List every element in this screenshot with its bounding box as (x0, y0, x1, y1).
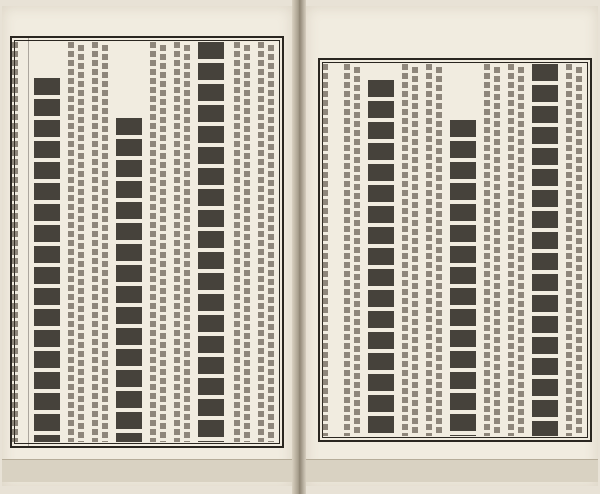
annotation-column (232, 42, 252, 442)
annotation-column (400, 64, 420, 436)
annotation-column (12, 42, 22, 442)
chapter-heading (116, 118, 142, 442)
chapter-heading (198, 42, 224, 442)
annotation-column (424, 64, 444, 436)
chapter-heading (532, 64, 558, 436)
annotation-column (90, 42, 110, 442)
chapter-heading (34, 78, 60, 442)
left-page-footer-strip (2, 459, 292, 482)
left-page-text-block (10, 36, 284, 448)
book-gutter (292, 0, 306, 494)
annotation-column (66, 42, 86, 442)
column-rule (28, 38, 29, 446)
left-page (2, 6, 292, 486)
annotation-column (172, 42, 192, 442)
annotation-column (148, 42, 168, 442)
annotation-column (256, 42, 276, 442)
chapter-heading (368, 80, 394, 436)
chapter-heading (450, 120, 476, 436)
right-page (306, 6, 598, 486)
annotation-column (342, 64, 362, 436)
annotation-column (322, 64, 334, 436)
annotation-column (506, 64, 526, 436)
annotation-column (564, 64, 584, 436)
right-page-text-block (318, 58, 592, 442)
right-page-footer-strip (306, 459, 598, 482)
annotation-column (482, 64, 502, 436)
